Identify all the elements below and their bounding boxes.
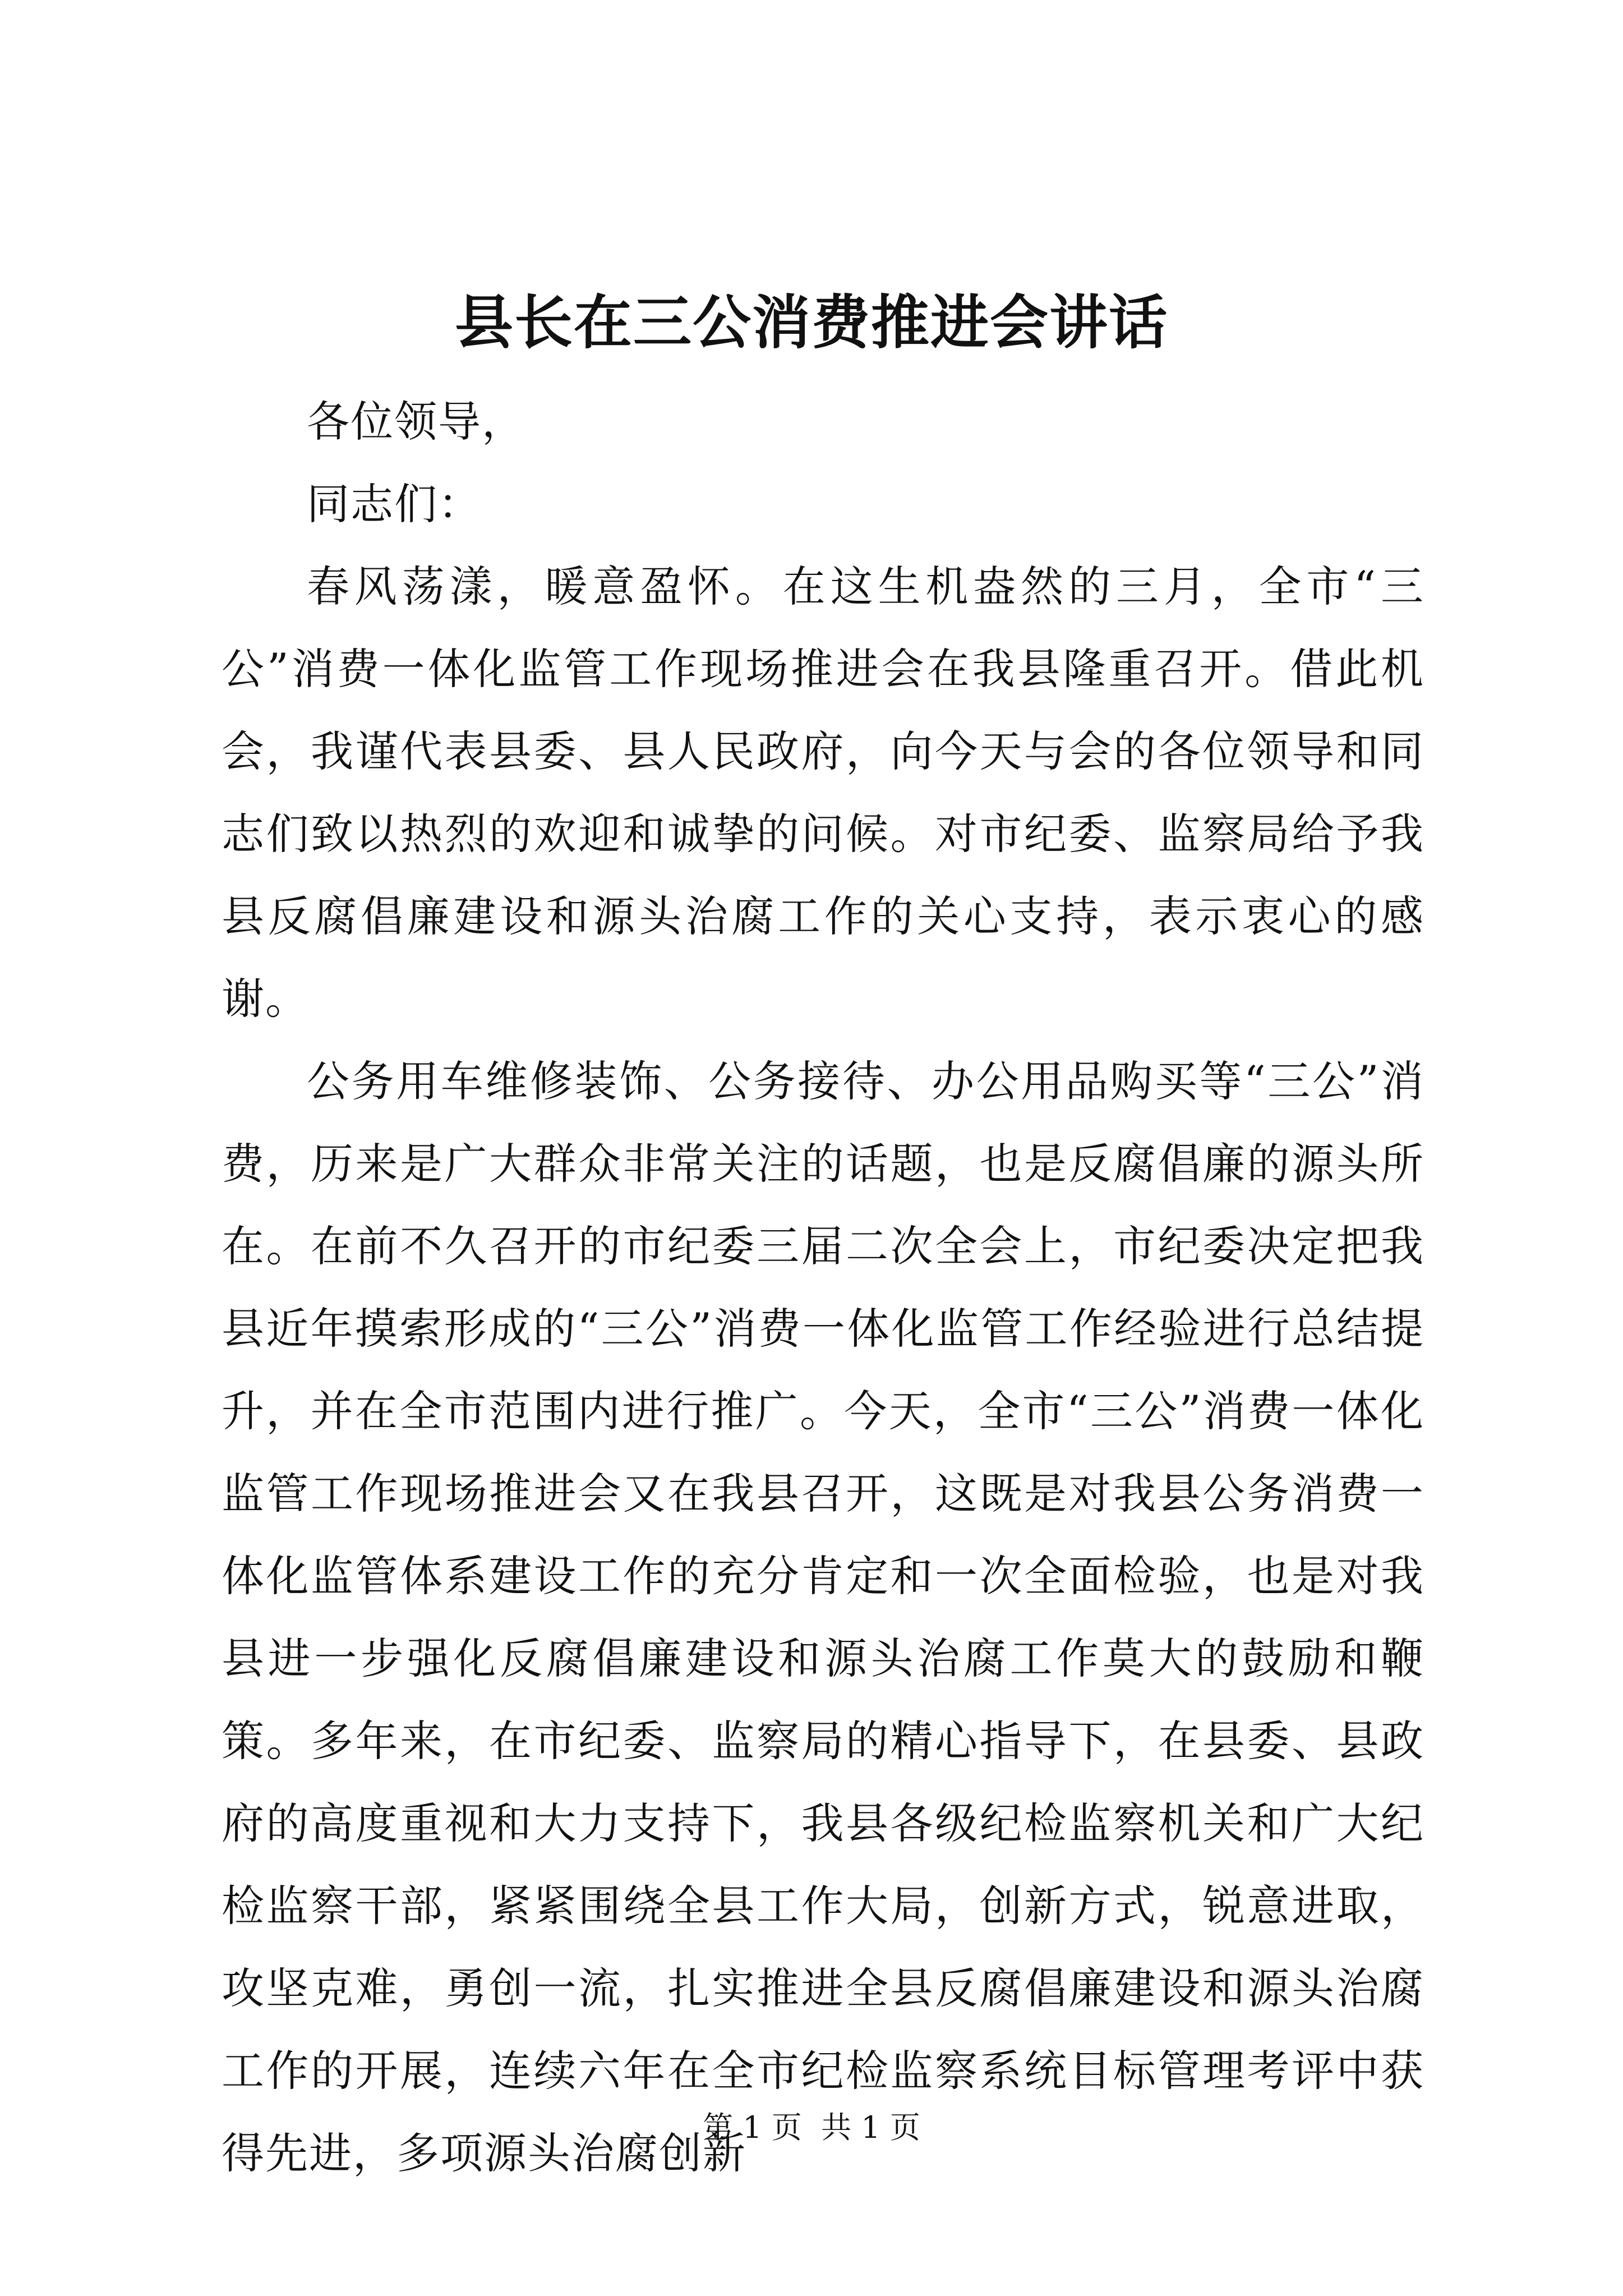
salutation-leaders: 各位领导， xyxy=(307,397,525,447)
salutation-comrades: 同志们： xyxy=(307,479,482,529)
document-body xyxy=(222,380,1424,2194)
paragraph-three-public-consumption: 公务用车维修装饰、公务接待、办公用品购买等“三公”消费，历来是广大群众非常关注的话题，也是反腐倡廉的源头所在。在前不久召开的市纪委三届二次全会上，市纪委决定把我县近年摸索形成的“三公”消费一体化监管工作经验进行总结提升，并在全市范围内进行推广。今天，全市“三公”消费一体化监管工作现场推进会又在我县召开，这既是对我县公务消费一体化监管体系建设工作的充分肯定和一次全面检验，也是对我县进一步强化反腐倡廉建设和源头治腐工作莫大的鼓励和鞭策。多年来，在市纪委、监察局的精心指导下，在县委、县政府的高度重视和大力支持下，我县各级纪检监察机关和广大纪检监察干部，紧紧围绕全县工作大局，创新方式，锐意进取，攻坚克难，勇创一流，扎实推进全县反腐倡廉建设和源头治腐工作的开展，连续六年在全市纪检监察系统目标管理考评中获得先进，多项源头治腐创新 xyxy=(222,1056,1424,2178)
page-number-label: 第 1 页 共 1 页 xyxy=(703,2110,920,2145)
page-footer xyxy=(0,2108,1623,2147)
document-title: 县长在三公消费推进会讲话 xyxy=(454,288,1168,357)
paragraph-welcome: 春风荡漾，暖意盈怀。在这生机盎然的三月，全市“三公”消费一体化监管工作现场推进会在我县隆重召开。借此机会，我谨代表县委、县人民政府，向今天与会的各位领导和同志们致以热烈的欢迎和诚挚的问候。对市纪委、监察局给予我县反腐倡廉建设和源头治腐工作的关心支持，表示衷心的感谢。 xyxy=(222,562,1424,1024)
